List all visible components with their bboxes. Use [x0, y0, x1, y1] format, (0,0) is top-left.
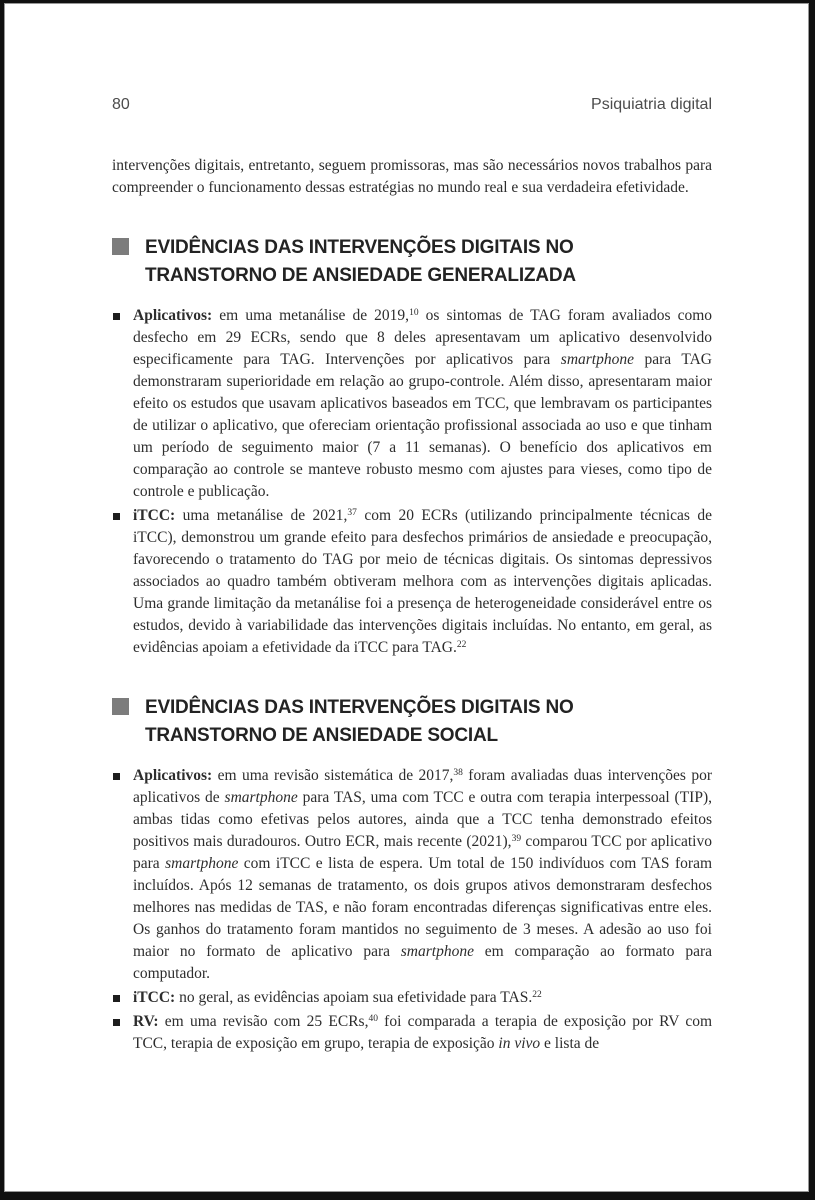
list-bullet-icon	[113, 313, 120, 320]
page-header	[112, 96, 712, 114]
list-item	[112, 505, 712, 659]
page-content	[5, 96, 808, 1055]
list-item-text: Aplicativos: em uma revisão sistemática de 2017,38 foram avaliadas duas intervenções por aplicativos de smartphone para TAS, uma com TCC e outra com terapia interpessoal (TIP), ambas tidas como efetivas pelos autores, ainda que a TCC tenha demonstrado efeitos positivos mais duradouros. Outro ECR, mais recente (2021),$^{39}$ comparou TCC por aplicativo para smartphone com iTCC e lista de espera. Um total de 150 indivíduos com TAS foram incluídos. Após 12 semanas de tratamento, os dois grupos ativos demonstraram desfechos melhores nas medidas de TAS, e não foram encontradas diferenças significativas entre eles. Os ganhos do tratamento foram mantidos no seguimento de 3 meses. A adesão ao uso foi maior no formato de aplicativo para smartphone em comparação ao formato para computador.	[133, 767, 713, 982]
running-title: Psiquiatria digital	[591, 96, 712, 113]
list-bullet-icon	[113, 1019, 120, 1026]
section-tas	[112, 694, 712, 1055]
list-item	[112, 305, 712, 503]
intro-paragraph: intervenções digitais, entretanto, seguem promissoras, mas são necessários novos trabalhos para compreender o funcionamento dessas estratégias no mundo real e sua verdadeira efetividade.	[112, 157, 712, 196]
list-item	[112, 765, 712, 985]
section-heading-text: EVIDÊNCIAS DAS INTERVENÇÕES DIGITAIS NO TRANSTORNO DE ANSIEDADE SOCIAL	[145, 697, 574, 746]
list-bullet-icon	[113, 773, 120, 780]
list-item	[112, 987, 712, 1009]
list-item-text: iTCC: no geral, as evidências apoiam sua efetividade para TAS.$^{22}$	[133, 989, 542, 1006]
square-bullet-icon	[112, 238, 129, 255]
list-item-text: RV: em uma revisão com 25 ECRs,$^{40}$ foi comparada a terapia de exposição por RV com TCC, terapia de exposição em grupo, terapia de exposição in vivo e lista de	[133, 1013, 713, 1052]
section-heading-tag	[112, 234, 712, 290]
section-heading-text: EVIDÊNCIAS DAS INTERVENÇÕES DIGITAIS NO TRANSTORNO DE ANSIEDADE GENERALIZADA	[145, 237, 576, 286]
square-bullet-icon	[112, 698, 129, 715]
list-bullet-icon	[113, 513, 120, 520]
list-bullet-icon	[113, 995, 120, 1002]
section-tag	[112, 234, 712, 659]
list-item-text: Aplicativos: em uma metanálise de 2019,10 os sintomas de TAG foram avaliados como desfecho em 29 ECRs, sendo que 8 deles apresentavam um aplicativo desenvolvido especificamente para TAG. Intervenções por aplicativos para smartphone para TAG demonstraram superioridade em relação ao grupo-controle. Além disso, apresentaram maior efeito os estudos que usavam aplicativos baseados em TCC, que lembravam os participantes de utilizar o aplicativo, que ofereciam orientação profissional associada ao uso e que tinham um período de seguimento maior (7 a 11 semanas). O benefício dos aplicativos em comparação ao controle se manteve robusto mesmo com ajustes para vieses, como tipo de controle e publicação.	[133, 307, 713, 500]
list-item-text: iTCC: uma metanálise de 2021,37 com 20 ECRs (utilizando principalmente técnicas de iTCC), demonstrou um grande efeito para desfechos primários de ansiedade e preocupação, favorecendo o tratamento do TAG por meio de técnicas digitais. Os sintomas depressivos associados ao quadro também obtiveram melhora com as intervenções digitais aplicadas. Uma grande limitação da metanálise foi a presença de heterogeneidade considerável entre os estudos, devido à variabilidade das intervenções digitais incluídas. No entanto, em geral, as evidências apoiam a efetividade da iTCC para TAG.$^{22}$	[133, 507, 712, 656]
page-number: 80	[112, 96, 130, 113]
tas-evidence-list	[112, 765, 712, 1055]
section-heading-tas	[112, 694, 712, 750]
tag-evidence-list	[112, 305, 712, 659]
book-page	[4, 3, 809, 1192]
list-item	[112, 1011, 712, 1055]
